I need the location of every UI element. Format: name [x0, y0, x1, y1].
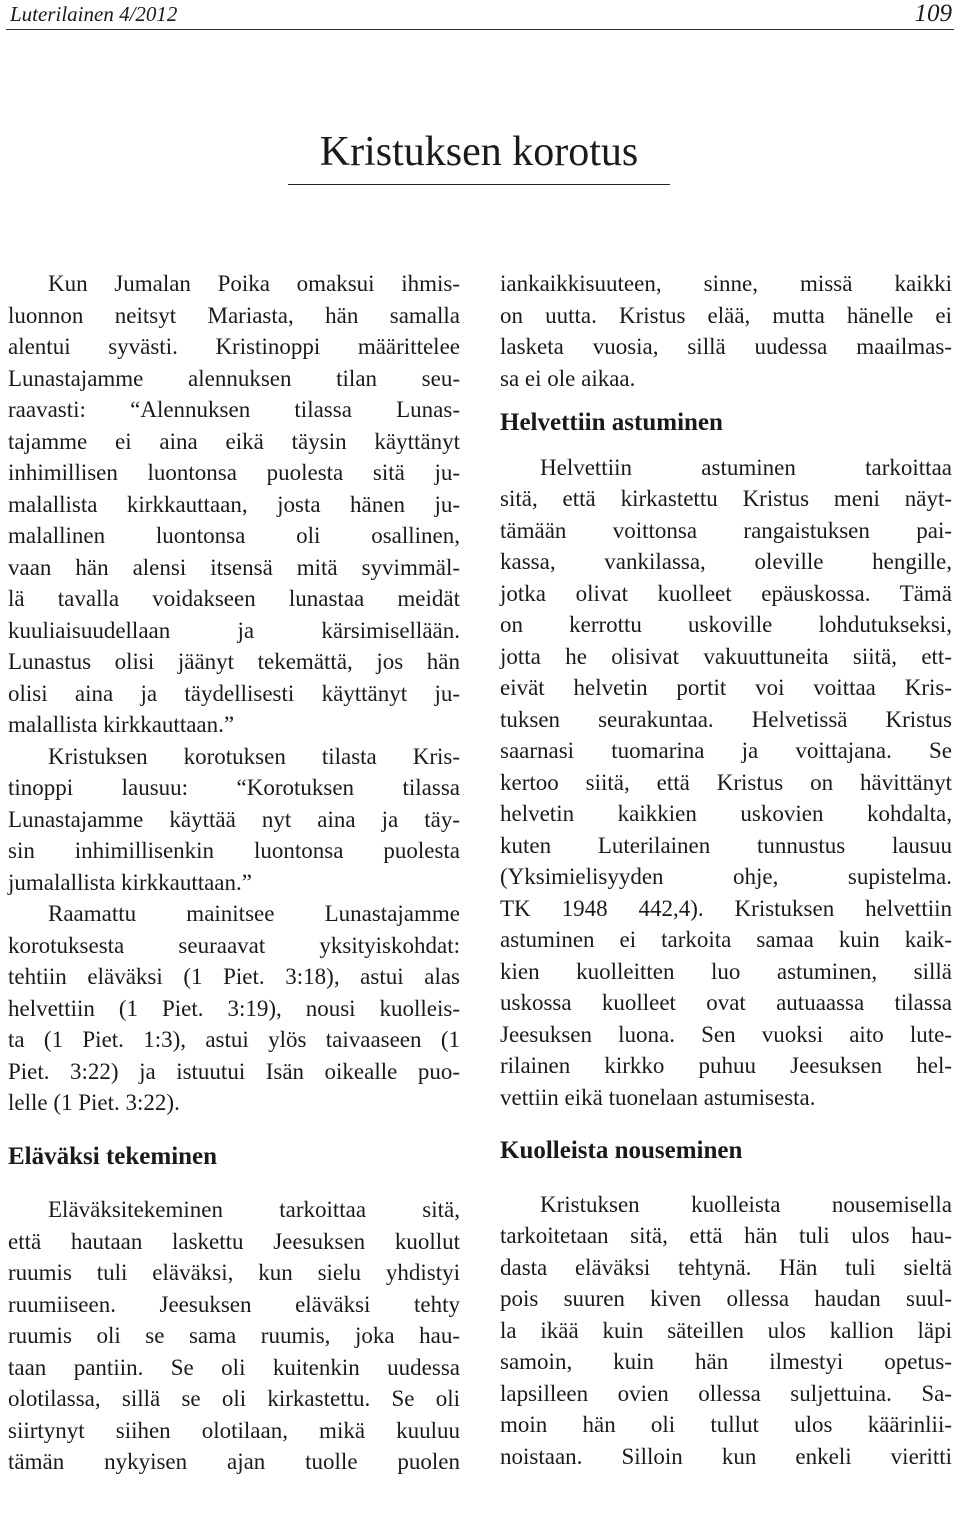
text-line: saarnasi tuomarina ja voittajana. Se — [500, 738, 952, 763]
text-line: lasketa vuosia, sillä uudessa maailmas- — [500, 334, 952, 359]
page-header — [0, 0, 960, 30]
spacer — [8, 1172, 460, 1194]
text-line: kuuliaisuudellaan ja kärsimisellään. — [8, 617, 460, 643]
spacer — [500, 1167, 952, 1189]
paragraph — [500, 1189, 952, 1473]
text-line: tuksen seurakuntaa. Helvetissä Kristus — [500, 706, 952, 732]
text-line: on kerrottu uskoville lohdutukseksi, — [500, 612, 952, 637]
text-line: kien kuolleitten luo astuminen, sillä — [500, 958, 952, 984]
spacer — [500, 1113, 952, 1135]
section-heading: Kuolleista nouseminen — [500, 1137, 743, 1164]
text-line: TK 1948 442,4). Kristuksen helvettiin — [500, 895, 952, 921]
text-line: inhimillisen luontonsa puolesta sitä ju- — [8, 460, 460, 485]
running-title: Luterilainen 4/2012 — [10, 2, 178, 26]
text-line: Kun Jumalan Poika omaksui ihmis- — [48, 271, 460, 296]
text-line: malallista kirkkauttaan.” — [8, 712, 235, 737]
text-line: samoin, kuin hän ilmestyi opetus- — [500, 1349, 952, 1374]
text-line: Kristuksen korotuksen tilasta Kris- — [48, 743, 460, 769]
text-line: että hautaan laskettu Jeesuksen kuollut — [8, 1228, 460, 1254]
text-line: malallinen luontonsa oli osallinen, — [8, 523, 460, 548]
text-line: tarkoitetaan sitä, että hän tuli ulos hau- — [500, 1223, 952, 1248]
text-line: jotta he olisivat vakuuttuneita siitä, ett- — [500, 643, 952, 669]
text-line: on uutta. Kristus elää, mutta hänelle ei — [500, 302, 952, 328]
text-line: tämän nykyisen ajan tuolle puolen — [8, 1449, 460, 1474]
text-line: lelle (1 Piet. 3:22). — [8, 1090, 180, 1115]
article-title: Kristuksen korotus — [319, 129, 639, 175]
paragraph — [8, 741, 460, 899]
text-line: raavasti: “Alennuksen tilassa Lunas- — [8, 397, 460, 422]
page-number: 109 — [914, 0, 952, 27]
text-line: ruumis tuli eläväksi, kun sielu yhdistyi — [8, 1260, 460, 1285]
header-rule — [6, 29, 954, 30]
article-title-block — [288, 128, 670, 185]
text-line: sin inhimillisenkin luontonsa puolesta — [8, 838, 460, 863]
text-line: Lunastajamme alennuksen tilan seu- — [8, 365, 460, 391]
text-line: rilainen kirkko puhuu Jeesuksen hel- — [500, 1053, 952, 1078]
title-rule — [288, 184, 670, 185]
text-line: vettiin eikä tuonelaan astumisesta. — [500, 1084, 816, 1110]
text-line: kertoo siitä, että Kristus on hävittänyt — [500, 769, 952, 795]
text-line: Kristuksen kuolleista nousemisella — [540, 1191, 952, 1217]
text-line: Helvettiin astuminen tarkoittaa — [540, 454, 952, 480]
text-line: Piet. 3:22) ja istuutui Isän oikealle puo- — [8, 1058, 460, 1084]
text-line: Jeesuksen luona. Sen vuoksi aito lute- — [500, 1021, 952, 1047]
text-line: lä tavalla voidakseen lunastaa meidät — [8, 586, 460, 611]
spacer — [500, 394, 952, 407]
section-heading: Helvettiin astuminen — [500, 409, 723, 436]
text-line: iankaikkisuuteen, sinne, missä kaikki — [500, 271, 952, 296]
text-line: dasta eläväksi tehtynä. Hän tuli sieltä — [500, 1254, 952, 1280]
paragraph — [500, 268, 952, 394]
text-line: Lunastus olisi jäänyt tekemättä, jos hän — [8, 649, 460, 674]
text-line: sa ei ole aikaa. — [500, 365, 636, 391]
text-line: kuten Luterilainen tunnustus lausuu — [500, 832, 952, 858]
paragraph — [8, 268, 460, 741]
text-line: moin hän oli tullut ulos käärinlii- — [500, 1412, 952, 1437]
text-line: noistaan. Silloin kun enkeli vieritti — [500, 1443, 952, 1469]
text-line: sitä, että kirkastettu Kristus meni näyt- — [500, 486, 952, 511]
text-line: tinoppi lausuu: “Korotuksen tilassa — [8, 775, 460, 800]
text-line: alentui syvästi. Kristinoppi määrittelee — [8, 334, 460, 359]
text-line: Raamattu mainitsee Lunastajamme — [48, 901, 460, 926]
text-line: tajamme ei aina eikä täysin käyttänyt — [8, 428, 460, 454]
text-line: korotuksesta seuraavat yksityiskohdat: — [8, 932, 460, 958]
text-line: vaan hän alensi itsensä mitä syvimmäl- — [8, 554, 460, 580]
text-line: ruumis oli se sama ruumis, joka hau- — [8, 1323, 460, 1348]
text-line: olotilassa, sillä se oli kirkastettu. Se oli — [8, 1386, 460, 1411]
text-line: jumalallista kirkkauttaan.” — [8, 869, 252, 895]
text-line: astuminen ei tarkoita samaa kuin kaik- — [500, 927, 952, 952]
paragraph — [500, 452, 952, 1114]
text-line: luonnon neitsyt Mariasta, hän samalla — [8, 302, 460, 328]
spacer — [500, 439, 952, 452]
left-column — [8, 268, 460, 1478]
text-line: siirtynyt siihen olotilaan, mikä kuuluu — [8, 1417, 460, 1443]
text-line: malallista kirkkauttaan, josta hänen ju- — [8, 491, 460, 517]
paragraph — [8, 898, 460, 1119]
text-line: ruumiiseen. Jeesuksen eläväksi tehty — [8, 1291, 460, 1317]
text-line: olisi aina ja täydellisesti käyttänyt ju- — [8, 680, 460, 706]
text-line: taan pantiin. Se oli kuitenkin uudessa — [8, 1354, 460, 1380]
text-line: helvettiin (1 Piet. 3:19), nousi kuolleis- — [8, 995, 460, 1021]
text-line: Eläväksitekeminen tarkoittaa sitä, — [48, 1197, 460, 1222]
text-line: (Yksimielisyyden ohje, supistelma. — [500, 864, 952, 889]
spacer — [8, 1119, 460, 1141]
text-line: ta (1 Piet. 1:3), astui ylös taivaaseen (1 — [8, 1027, 460, 1052]
paragraph — [8, 1194, 460, 1478]
text-line: jotka olivat kuolleet epäuskossa. Tämä — [500, 580, 952, 606]
text-line: tämään voittonsa rangaistuksen pai- — [500, 517, 952, 543]
text-line: Lunastajamme käyttää nyt aina ja täy- — [8, 806, 460, 832]
text-line: la ikää kuin säteillen ulos kallion läpi — [500, 1317, 952, 1343]
text-line: pois suuren kiven ollessa haudan suul- — [500, 1286, 952, 1311]
text-line: kassa, vankilassa, oleville hengille, — [500, 549, 952, 574]
text-line: helvetin kaikkien uskovien kohdalta, — [500, 801, 952, 826]
section-heading: Eläväksi tekeminen — [8, 1142, 218, 1170]
text-line: eivät helvetin portit voi voittaa Kris- — [500, 675, 952, 700]
text-line: uskossa kuolleet ovat autuaassa tilassa — [500, 990, 952, 1015]
text-line: tehtiin eläväksi (1 Piet. 3:18), astui alas — [8, 964, 460, 989]
text-line: lapsilleen ovien ollessa suljettuina. Sa- — [500, 1380, 952, 1406]
right-column — [500, 268, 952, 1472]
